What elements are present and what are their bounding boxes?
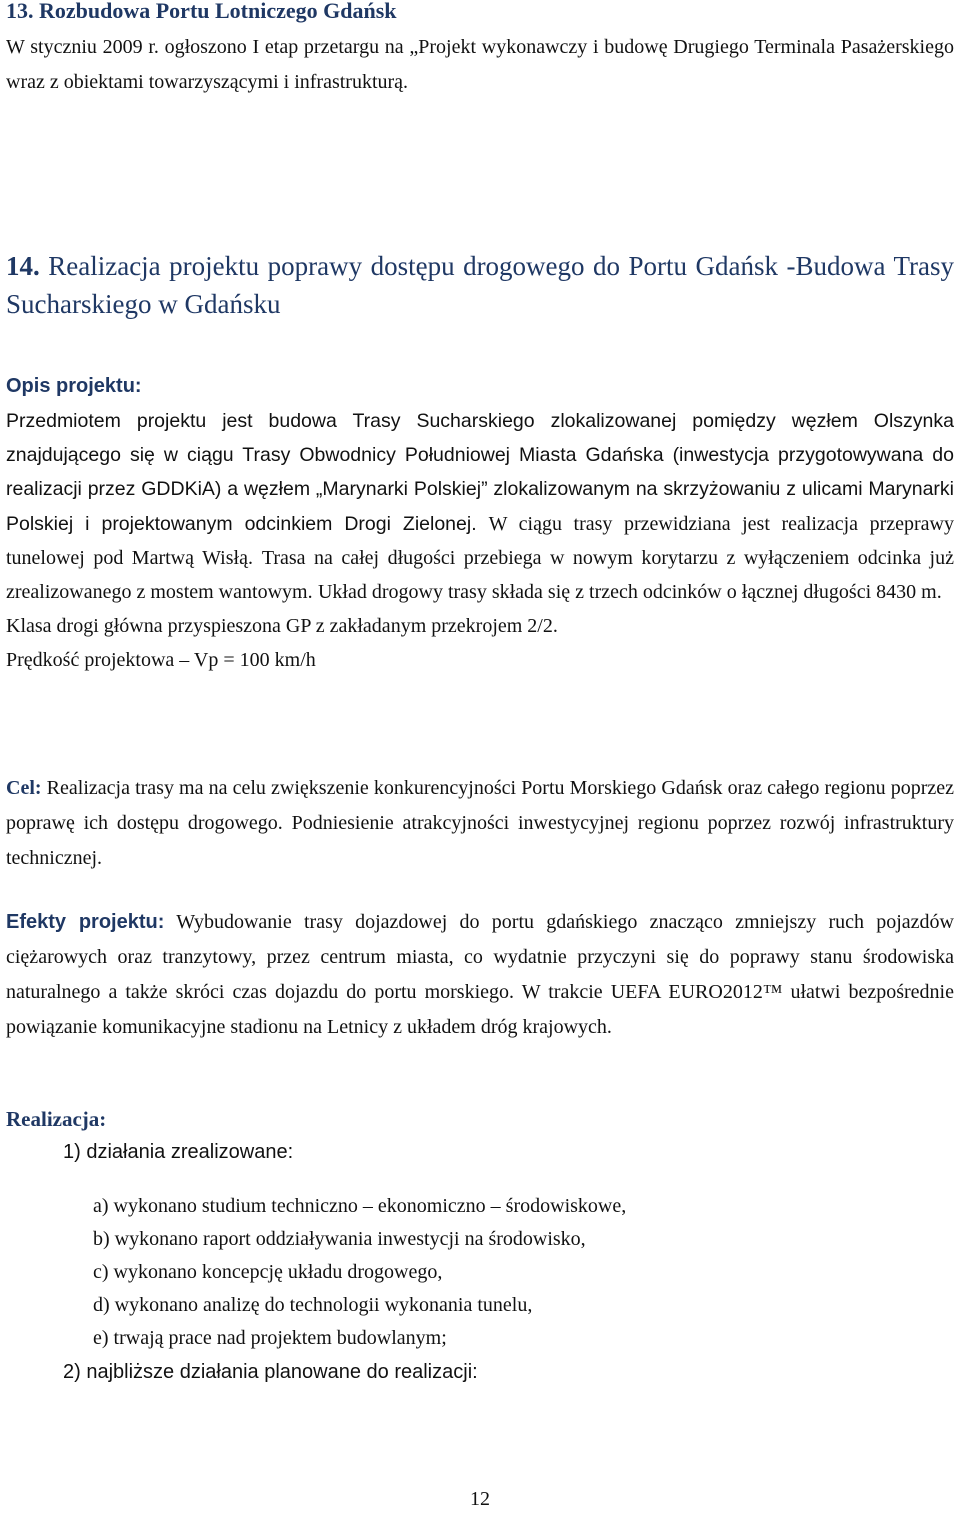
cel-label: Cel: — [6, 777, 42, 799]
opis-text-2: W ciągu trasy przewidziana jest realizacja przeprawy tunelowej pod Martwą Wisłą. — [6, 512, 954, 569]
list-item: d) wykonano analizę do technologii wykonania tunelu, — [93, 1294, 533, 1316]
section-14-number: 14. — [6, 251, 40, 281]
cel-paragraph — [6, 771, 954, 876]
predkosc-text: Prędkość projektowa – Vp = 100 km/h — [6, 649, 316, 672]
opis-paragraph — [6, 404, 954, 678]
efekty-text: Wybudowanie trasy dojazdowej do portu gdańskiego znacząco zmniejszy ruch pojazdów ciężarowych oraz tranzytowy, przez centrum miasta, co wydatnie przyczyni się do poprawy stanu środowiska naturalnego a także skróci czas dojazdu do portu morskiego. W trakcie UEFA EURO2012™ ułatwi bezpośrednie powiązanie komunikacyjne stadionu na Letnicy z układem dróg krajowych. — [6, 911, 954, 1038]
opis-label: Opis projektu: — [6, 375, 142, 397]
realizacja-label: Realizacja: — [6, 1107, 107, 1131]
section-14-heading — [6, 247, 954, 323]
step-1-heading: 1) działania zrealizowane: — [63, 1141, 294, 1163]
section-13-heading: 13. Rozbudowa Portu Lotniczego Gdańsk — [6, 0, 397, 23]
klasa-drogi-text: Klasa drogi główna przyspieszona GP z zakładanym przekrojem 2/2. — [6, 615, 558, 638]
section-13-text: W styczniu 2009 r. ogłoszono I etap przetargu na „Projekt wykonawczy i budowę Drugiego Terminala Pasażerskiego wraz z obiektami towarzyszącymi i infrastrukturą. — [6, 36, 954, 93]
efekty-paragraph — [6, 905, 954, 1045]
cel-text: Realizacja trasy ma na celu zwiększenie konkurencyjności Portu Morskiego Gdańsk oraz całego regionu poprzez poprawę ich dostępu drogowego. Podniesienie atrakcyjności inwestycyjnej regionu poprzez rozwój infrastruktury technicznej. — [6, 777, 954, 869]
opis-text-1: Przedmiotem projektu jest budowa Trasy Sucharskiego zlokalizowanej pomiędzy węzłem Olszynka znajdującego się w ciągu Trasy Obwodnicy Południowej Miasta Gdańska (inwestycja przygotowywana do realizacji przez GDDKiA) a węzłem „Marynarki Polskiej” zlokalizowanym na skrzyżowaniu z ulicami Marynarki Polskiej i projektowanym odcinkiem Drogi Zielonej. — [6, 410, 954, 535]
completed-actions-list — [93, 1190, 626, 1355]
list-item: e) trwają prace nad projektem budowlanym; — [93, 1327, 447, 1349]
page-number: 12 — [470, 1488, 490, 1510]
section-14-title: Realizacja projektu poprawy dostępu drogowego do Portu Gdańsk -Budowa Trasy Sucharskiego w Gdańsku — [6, 251, 955, 319]
opis-text-4: Układ drogowy trasy składa się z trzech odcinków o łącznej długości 8430 m. — [317, 581, 942, 604]
list-item: b) wykonano raport oddziaływania inwestycji na środowisko, — [93, 1228, 586, 1250]
efekty-label: Efekty projektu: — [6, 911, 165, 933]
step-2-heading: 2) najbliższe działania planowane do realizacji: — [63, 1361, 478, 1383]
opis-text-3: Trasa na całej długości przebiega w nowym korytarzu z wyłączeniem odcinka już zrealizowanego z mostem wantowym. — [6, 546, 954, 604]
list-item: a) wykonano studium techniczno – ekonomiczno – środowiskowe, — [93, 1195, 627, 1217]
list-item: c) wykonano koncepcję układu drogowego, — [93, 1261, 443, 1283]
